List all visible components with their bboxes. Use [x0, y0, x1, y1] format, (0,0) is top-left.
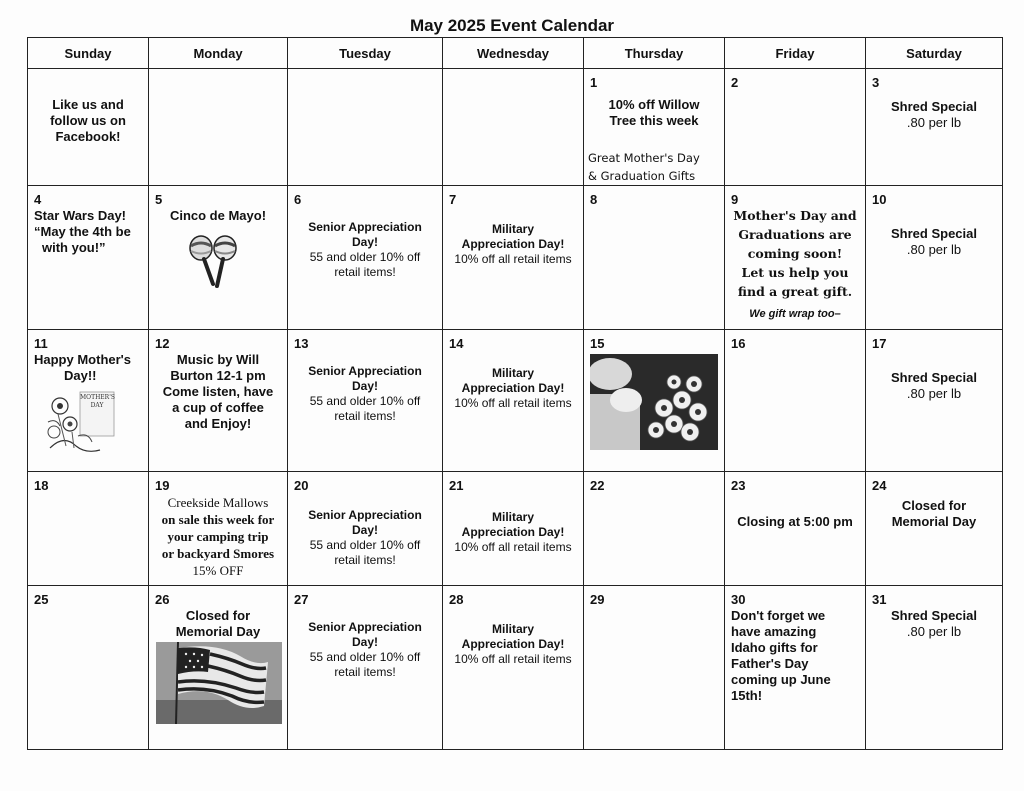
day-cell-may-9 [725, 186, 866, 330]
event-military-appreciation: Military Appreciation Day! 10% off all retail items [454, 622, 572, 666]
event-happy-mothers-day: Happy Mother's Day!! [34, 352, 131, 383]
week-row [28, 586, 1003, 750]
day-cell-may-10 [866, 186, 1003, 330]
event-mothers-day-graduations: Mother's Day and Graduations are coming soon! Let us help you find a great gift. [733, 208, 857, 299]
day-cell-may-21 [443, 472, 584, 586]
day-number: 8 [590, 192, 598, 207]
day-cell-may-14 [443, 330, 584, 472]
event-shred-special: Shred Special .80 per lb [891, 99, 977, 130]
day-cell-may-18 [28, 472, 149, 586]
day-number: 26 [155, 592, 170, 607]
day-cell-may-22 [584, 472, 725, 586]
day-cell-may-24 [866, 472, 1003, 586]
gift-wrap-note: We gift wrap too– [749, 308, 841, 320]
event-closed-memorial-day: Closed for Memorial Day [175, 608, 261, 639]
day-cell-may-29 [584, 586, 725, 750]
event-closing-early: Closing at 5:00 pm [737, 514, 853, 529]
day-number: 28 [449, 592, 464, 607]
day-number: 3 [872, 75, 880, 90]
card-text-line: MOTHER'S [80, 394, 115, 401]
day-number: 25 [34, 592, 49, 607]
day-number: 14 [449, 336, 464, 351]
day-number: 12 [155, 336, 170, 351]
gift-note: Great Mother's Day & Graduation Gifts [588, 151, 700, 183]
day-cell-may-26 [149, 586, 288, 750]
day-number: 2 [731, 75, 739, 90]
day-cell-may-3 [866, 69, 1003, 186]
day-number: 30 [731, 592, 746, 607]
day-cell-may-2 [725, 69, 866, 186]
day-number: 9 [731, 192, 739, 207]
event-creekside-mallows: Creekside Mallows on sale this week for your camping trip or backyard Smores 15% OFF [161, 495, 275, 578]
event-senior-appreciation: Senior Appreciation Day! 55 and older 10% off retail items! [308, 364, 422, 423]
day-number: 19 [155, 478, 170, 493]
event-willow-tree: 10% off Willow Tree this week [608, 97, 700, 128]
event-shred-special: Shred Special .80 per lb [891, 608, 977, 639]
day-cell-empty [28, 69, 149, 186]
calendar-grid [27, 37, 1003, 750]
day-cell-empty [149, 69, 288, 186]
day-cell-may-16 [725, 330, 866, 472]
day-number: 29 [590, 592, 605, 607]
weekday-friday: Friday [725, 38, 866, 69]
day-number: 23 [731, 478, 746, 493]
event-military-appreciation: Military Appreciation Day! 10% off all retail items [454, 510, 572, 554]
day-cell-may-23 [725, 472, 866, 586]
day-number: 4 [34, 192, 42, 207]
day-cell-may-25 [28, 586, 149, 750]
day-number: 16 [731, 336, 746, 351]
day-cell-may-30 [725, 586, 866, 750]
day-number: 6 [294, 192, 302, 207]
event-star-wars-day: Star Wars Day! “May the 4th be with you!” [34, 208, 131, 255]
day-number: 27 [294, 592, 309, 607]
week-row [28, 330, 1003, 472]
american-flag-photo [156, 642, 282, 724]
day-cell-may-20 [288, 472, 443, 586]
day-number: 22 [590, 478, 605, 493]
event-senior-appreciation: Senior Appreciation Day! 55 and older 10% off retail items! [308, 620, 422, 679]
day-number: 15 [590, 336, 605, 351]
week-row [28, 186, 1003, 330]
day-cell-may-19 [149, 472, 288, 586]
maracas-icon [187, 234, 241, 290]
day-number: 11 [34, 336, 48, 351]
day-number: 18 [34, 478, 49, 493]
day-number: 24 [872, 478, 887, 493]
day-cell-may-31 [866, 586, 1003, 750]
day-cell-empty [443, 69, 584, 186]
weekday-header-row [28, 38, 1003, 69]
day-cell-may-28 [443, 586, 584, 750]
flowers-photo [590, 354, 718, 450]
facebook-note: Like us and follow us on Facebook! [50, 97, 126, 144]
event-senior-appreciation: Senior Appreciation Day! 55 and older 10% off retail items! [308, 220, 422, 279]
event-shred-special: Shred Special .80 per lb [891, 370, 977, 401]
event-cinco-de-mayo: Cinco de Mayo! [169, 208, 267, 223]
day-cell-may-11 [28, 330, 149, 472]
week-row [28, 69, 1003, 186]
weekday-saturday: Saturday [866, 38, 1003, 69]
weekday-tuesday: Tuesday [288, 38, 443, 69]
day-cell-may-1 [584, 69, 725, 186]
day-number: 31 [872, 592, 887, 607]
weekday-thursday: Thursday [584, 38, 725, 69]
day-number: 20 [294, 478, 309, 493]
event-military-appreciation: Military Appreciation Day! 10% off all retail items [454, 366, 572, 410]
day-number: 5 [155, 192, 163, 207]
calendar-title: May 2025 Event Calendar [409, 16, 615, 35]
day-cell-may-13 [288, 330, 443, 472]
day-cell-may-7 [443, 186, 584, 330]
day-cell-may-27 [288, 586, 443, 750]
day-number: 13 [294, 336, 309, 351]
weekday-wednesday: Wednesday [443, 38, 584, 69]
event-music-will-burton: Music by Will Burton 12-1 pm Come listen, have a cup of coffee and Enjoy! [162, 352, 274, 431]
day-number: 7 [449, 192, 457, 207]
day-cell-empty [288, 69, 443, 186]
mothers-day-card-image [44, 388, 120, 460]
day-cell-may-5 [149, 186, 288, 330]
day-cell-may-4 [28, 186, 149, 330]
week-row [28, 472, 1003, 586]
weekday-monday: Monday [149, 38, 288, 69]
event-senior-appreciation: Senior Appreciation Day! 55 and older 10% off retail items! [308, 508, 422, 567]
day-number: 21 [449, 478, 464, 493]
event-shred-special: Shred Special .80 per lb [891, 226, 977, 257]
day-cell-may-6 [288, 186, 443, 330]
event-closed-memorial-day: Closed for Memorial Day [891, 498, 977, 529]
card-text-line: DAY [90, 402, 104, 409]
day-number: 17 [872, 336, 887, 351]
weekday-sunday: Sunday [28, 38, 149, 69]
day-number: 1 [590, 75, 598, 90]
day-cell-may-17 [866, 330, 1003, 472]
day-number: 10 [872, 192, 887, 207]
event-fathers-day-gifts: Don't forget we have amazing Idaho gifts for Father's Day coming up June 15th! [731, 608, 831, 703]
day-cell-may-15 [584, 330, 725, 472]
day-cell-may-8 [584, 186, 725, 330]
day-cell-may-12 [149, 330, 288, 472]
event-military-appreciation: Military Appreciation Day! 10% off all retail items [454, 222, 572, 266]
